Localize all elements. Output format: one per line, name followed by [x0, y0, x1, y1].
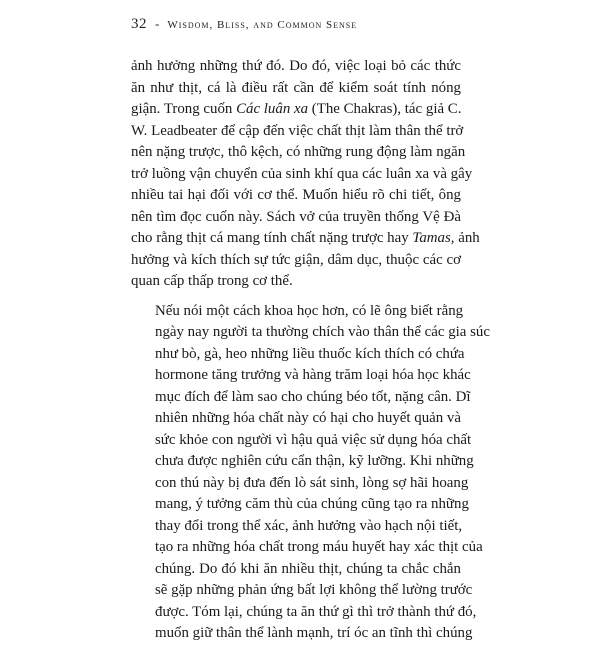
italic-title: Các luân xa — [236, 101, 309, 117]
text-line: được. Tóm lại, chúng ta ăn thứ gì thì trở thành thứ đó, — [155, 603, 477, 620]
text-line: chúng. Do đó khi ăn nhiều thịt, chúng ta chắc chắn — [155, 560, 461, 577]
text-line: giận. Trong cuốn Các luân xa (The Chakras), tác giả C. — [131, 101, 462, 117]
body-text — [131, 56, 490, 645]
text-line: thay đổi trong thể xác, ảnh hưởng vào hạch nội tiết, — [155, 517, 463, 534]
text-line: như bò, gà, heo những liều thuốc kích thích có chứa — [155, 345, 465, 362]
text-line: W. Leadbeater để cập đến việc chất thịt làm thân thể trở — [131, 122, 464, 139]
text-line: hormone tăng trưởng và hàng trăm loại hóa học khác — [155, 367, 471, 383]
text-line: sẽ gặp những phản ứng bất lợi không thể lường trước — [155, 582, 473, 598]
running-title: Wisdom, Bliss, and Common Sense — [167, 19, 358, 31]
text-line: nhiều tai hại đối với cơ thể. Muốn hiểu rõ chi tiết, ông — [131, 187, 461, 203]
text-line: con thú này bị đưa đến lò sát sinh, lòng sợ hãi hoang — [155, 474, 469, 491]
paragraph — [131, 301, 490, 645]
text-line: mang, ý tưởng căm thù của chúng cũng tạo ra những — [155, 496, 469, 512]
text-line: ảnh hưởng những thứ đó. Do đó, việc loại bỏ các thức — [131, 58, 461, 74]
text-line: ăn như thịt, cá là điều rất cần để kiểm soát tính nóng — [131, 79, 461, 96]
text-line: nhiên những hóa chất này có hại cho huyết quản và — [155, 410, 461, 426]
page-header — [131, 16, 357, 33]
text-line: quan cấp thấp trong cơ thể. — [131, 273, 293, 289]
text-line: nên nặng trược, thô kệch, có những rung động làm ngăn — [131, 144, 466, 160]
text-line: trở luồng vận chuyển của sinh khí qua các luân xa và gây — [131, 165, 473, 182]
page-number: 32 — [131, 16, 147, 32]
text-line: sức khỏe con người vì hậu quả việc sử dụng hóa chất — [155, 431, 472, 448]
text-line: tạo ra những hóa chất trong máu huyết hay xác thịt của — [155, 539, 483, 555]
text-line: muốn giữ thân thể lành mạnh, trí óc an tĩnh thì chúng — [155, 625, 473, 641]
paragraph — [131, 56, 480, 293]
text-line: cho rằng thịt cá mang tính chất nặng trược hay Tamas, ảnh — [131, 230, 480, 246]
text-line: ngày nay người ta thường chích vào thân thể các gia súc — [155, 324, 490, 340]
text-line: hưởng và kích thích sự tức giận, dâm dục, thuộc các cơ — [131, 251, 461, 268]
text-line: nên tìm đọc cuốn này. Sách vở của truyền thống Vệ Đà — [131, 208, 461, 225]
italic-title: Tamas — [412, 230, 451, 246]
text-line: Nếu nói một cách khoa học hơn, có lẽ ông biết rằng — [155, 302, 464, 319]
text-line: mục đích để làm sao cho chúng béo tốt, nặng cân. Dĩ — [155, 388, 471, 405]
text-line: chưa được nghiên cứu cẩn thận, kỹ lưỡng. Khi những — [155, 453, 474, 469]
header-separator: - — [155, 16, 160, 31]
